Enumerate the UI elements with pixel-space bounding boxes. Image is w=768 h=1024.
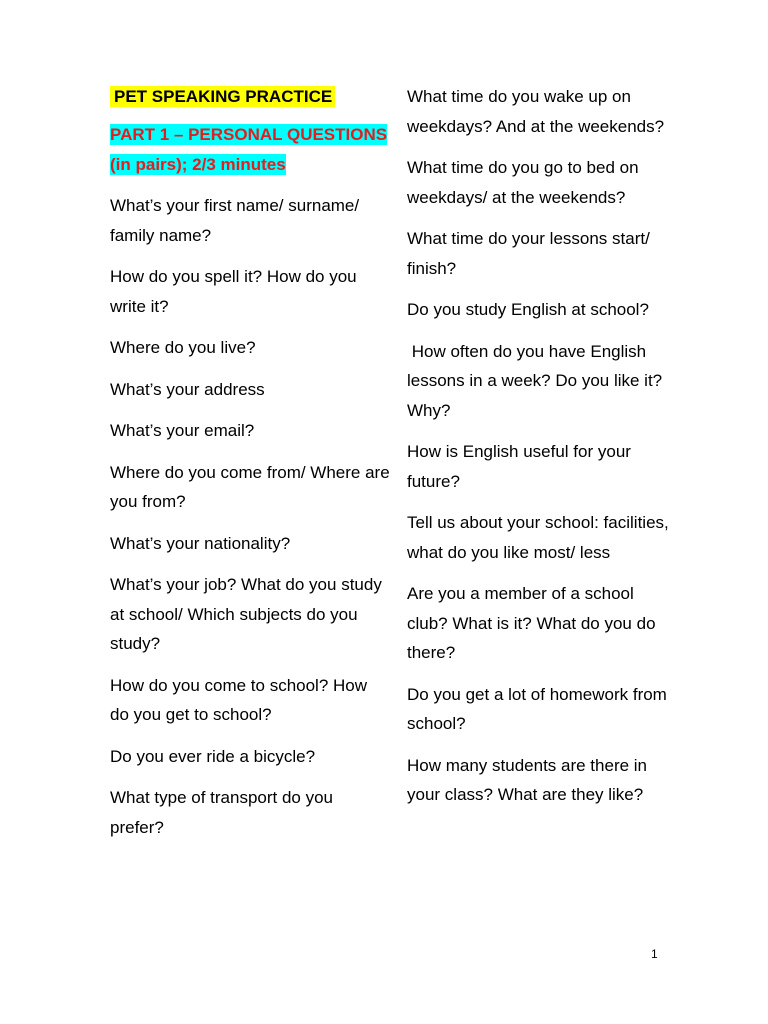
question-item: What’s your job? What do you study at school/ Which subjects do you study? (110, 575, 387, 653)
title-highlight: PET SPEAKING PRACTICE (110, 86, 335, 107)
right-column (407, 82, 677, 822)
question-item: What’s your nationality? (110, 533, 291, 553)
question-item: What’s your email? (110, 421, 255, 440)
question-item: How do you spell it? How do you write it? (110, 267, 362, 316)
question-item: How often do you have English lessons in a week? Do you like it? Why? (407, 341, 667, 420)
question-item: What time do your lessons start/ finish? (407, 229, 655, 278)
section-heading (110, 120, 390, 179)
question-item: Do you get a lot of homework from school? (407, 684, 672, 733)
question-item: Where do you live? (110, 338, 256, 357)
section-heading-highlight: PART 1 – PERSONAL QUESTIONS (in pairs); 2/3 minutes (110, 125, 388, 174)
question-item: What’s your first name/ surname/ family name? (110, 196, 364, 245)
question-item: Tell us about your school: facilities, what do you like most/ less (407, 513, 674, 562)
question-item: Do you study English at school? (407, 300, 649, 319)
question-item: Do you ever ride a bicycle? (110, 746, 316, 766)
question-item: Are you a member of a school club? What is it? What do you do there? (407, 584, 661, 662)
question-item: How is English useful for your future? (407, 442, 636, 491)
document-title (110, 82, 390, 111)
question-item: What type of transport do you prefer? (110, 788, 338, 837)
question-item: What time do you wake up on weekdays? And at the weekends? (407, 87, 665, 136)
question-item: What time do you go to bed on weekdays/ at the weekends? (407, 158, 644, 207)
question-item: What’s your address (110, 379, 265, 399)
question-item: Where do you come from/ Where are you from? (110, 462, 395, 511)
question-item: How many students are there in your class? What are they like? (407, 755, 652, 804)
question-item: How do you come to school? How do you get to school? (110, 675, 372, 724)
page-number: 1 (651, 947, 658, 961)
left-column (110, 82, 395, 854)
